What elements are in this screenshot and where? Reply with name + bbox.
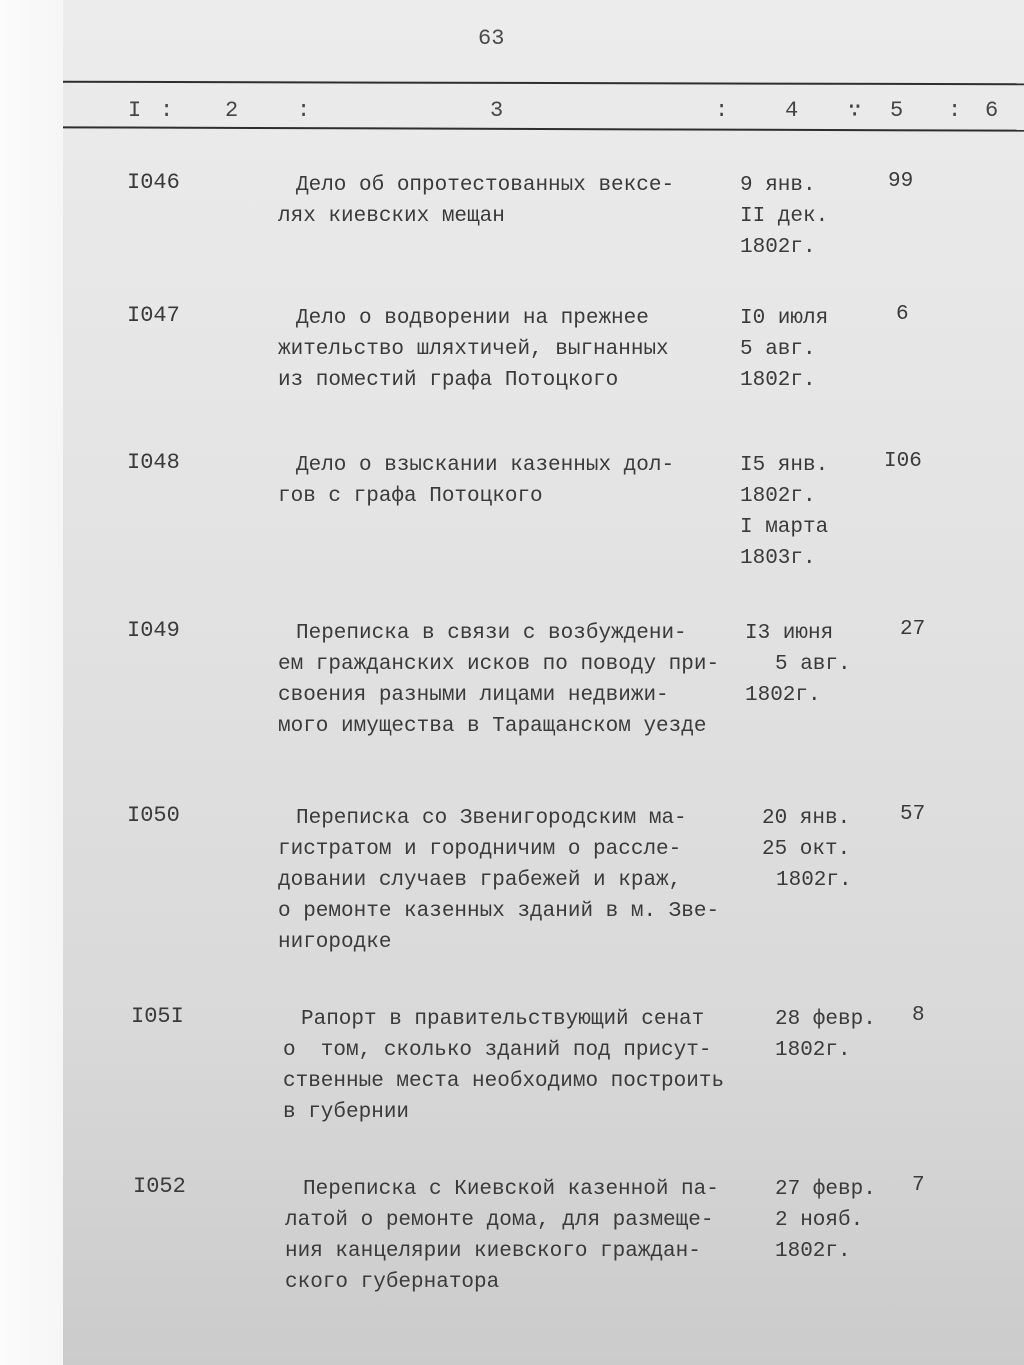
entry-sheet-count: 99 xyxy=(888,170,914,193)
entry-description: Рапорт в правительствующий сенат о том, сколько зданий под присут- ственные места необходимо построить в губернии xyxy=(283,1008,725,1124)
entry-dates: 20 янв. 25 окт. 1802г. xyxy=(762,807,852,892)
entry-description: Переписка со Звенигородским ма- гистратом и городничим о рассле- довании случаев грабежей и краж, о ремонте казенных зданий в м. Зве- нигородке xyxy=(278,807,720,954)
column-separator: : xyxy=(160,98,174,123)
entry-number: I05I xyxy=(131,1004,184,1029)
entry-sheet-count: I06 xyxy=(884,450,922,473)
entry-description: Дело о водворении на прежнее жительство шляхтичей, выгнанных из поместий графа Потоцкого xyxy=(278,307,669,392)
column-separator: : xyxy=(297,98,311,123)
entry-sheet-count: 27 xyxy=(900,618,926,641)
binding-margin xyxy=(0,0,64,1365)
entry-dates: I5 янв. 1802г. I марта 1803г. xyxy=(740,454,829,570)
entry-number: I047 xyxy=(127,303,180,328)
entry-dates: I3 июня 5 авг. 1802г. xyxy=(745,622,851,707)
entry-sheet-count: 57 xyxy=(900,803,926,826)
entry-dates: 27 февр. 2 нояб. 1802г. xyxy=(775,1178,876,1263)
entry-description: Переписка с Киевской казенной па- латой о ремонте дома, для размеще- ния канцелярии киевского граждан- ского губернатора xyxy=(285,1178,719,1294)
entry-sheet-count: 8 xyxy=(912,1004,925,1027)
entry-number: I052 xyxy=(133,1174,186,1199)
column-separator: ∵ xyxy=(848,99,862,124)
entry-number: I048 xyxy=(127,450,180,475)
page-number: 63 xyxy=(478,26,505,51)
column-header-6: 6 xyxy=(985,98,999,123)
column-header-5: 5 xyxy=(890,98,904,123)
entry-description: Дело о взыскании казенных дол- гов с графа Потоцкого xyxy=(278,454,675,508)
entry-description: Переписка в связи с возбуждени- ем гражданских исков по поводу при- своения разными лицами недвижи- мого имущества в Таращанском уезде xyxy=(278,622,720,738)
column-separator: : xyxy=(715,98,729,123)
entry-number: I046 xyxy=(127,170,180,195)
entry-dates: I0 июля 5 авг. 1802г. xyxy=(740,307,829,392)
column-separator: : xyxy=(948,98,962,123)
entry-sheet-count: 7 xyxy=(912,1174,925,1197)
column-header-2: 2 xyxy=(225,98,239,123)
entry-description: Дело об опротестованных вексе- лях киевских мещан xyxy=(278,174,675,228)
column-header-1: I xyxy=(128,98,142,123)
column-header-4: 4 xyxy=(785,98,799,123)
entry-sheet-count: 6 xyxy=(896,303,909,326)
entry-dates: 9 янв. II дек. 1802г. xyxy=(740,174,829,259)
entry-number: I050 xyxy=(127,803,180,828)
column-header-3: 3 xyxy=(490,98,504,123)
entry-dates: 28 февр. 1802г. xyxy=(775,1008,876,1062)
entry-number: I049 xyxy=(127,618,180,643)
